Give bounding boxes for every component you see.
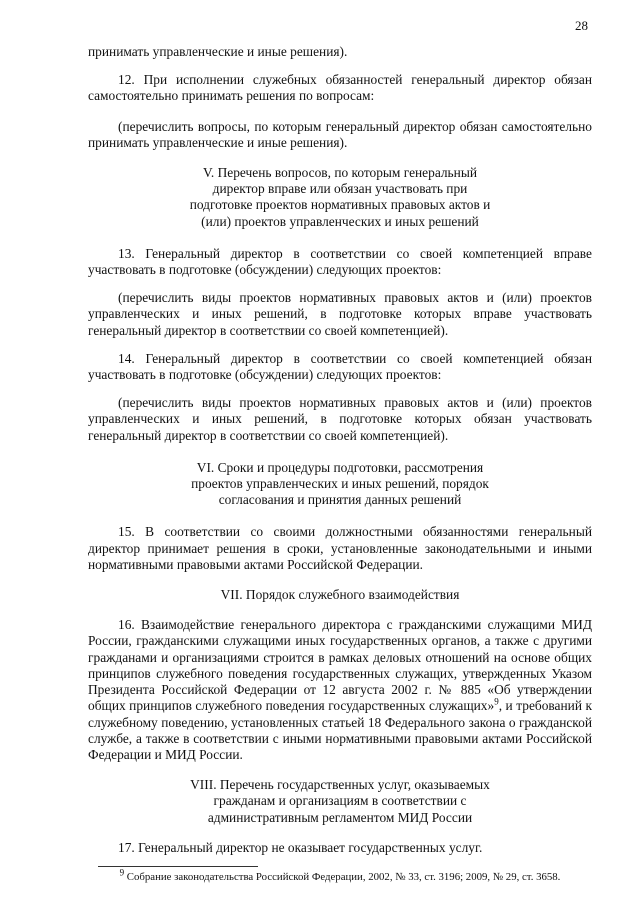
section-heading-5: V. Перечень вопросов, по которым генеральный директор вправе или обязан участвовать при подготовке проектов нормативных правовых актов и (или) проектов управленческих и иных решений [189, 165, 491, 229]
section-heading-7: VII. Порядок служебного взаимодействия [220, 587, 460, 603]
footnote-reference: 9 [494, 696, 499, 707]
document-body [88, 44, 592, 884]
paragraph-continuation: принимать управленческие и иные решения). [88, 44, 348, 59]
paragraph-17: 17. Генеральный директор не оказывает государственных услуг. [118, 839, 483, 855]
paragraph-12: 12. При исполнении служебных обязанностей генеральный директор обязан самостоятельно принимать решения по вопросам: [88, 72, 592, 104]
footnote [88, 867, 592, 884]
footnote-text: Собрание законодательства Российской Федерации, 2002, № 33, ст. 3196; 2009, № 29, ст. 3658. [124, 870, 561, 883]
paragraph-13: 13. Генеральный директор в соответствии со своей компетенцией вправе участвовать в подготовке (обсуждении) следующих проектов: [88, 245, 592, 278]
paragraph-16-text-b: , и требований к служебному поведению, установленных статьей 18 Федерального закона о гражданской службе, а также в соответствии с иными нормативными правовыми актами Российской Федерации и МИД России. [88, 698, 592, 762]
footnote-mark: 9 [119, 867, 125, 878]
page-number: 28 [575, 18, 588, 33]
paragraph-14: 14. Генеральный директор в соответствии со своей компетенцией обязан участвовать в подготовке (обсуждении) следующих проектов: [88, 350, 592, 383]
paragraph-15: 15. В соответствии со своими должностными обязанностями генеральный директор принимает решения в сроки, установленные законодательными и иными нормативными правовыми актами Российской Федерации. [88, 524, 592, 572]
paragraph-16 [88, 617, 592, 763]
paragraph-12-placeholder: (перечислить вопросы, по которым генеральный директор обязан самостоятельно принимать управленческие и иные решения). [88, 118, 592, 150]
section-heading-6: VI. Сроки и процедуры подготовки, рассмотрения проектов управленческих и иных решений, порядок согласования и принятия данных решений [191, 459, 489, 508]
paragraph-16-text-a: 16. Взаимодействие генерального директора с гражданскими служащими МИД России, гражданскими служащими иных государственных органов, а также с другими гражданами и организациями строится в рамках деловых отношений на основе общих принципов служебного поведения государственных служащих, утвержденных Указом Президента Российской Федерации от 12 августа 2002 г. № 885 «Об утверждении общих принципов служебного поведения государственных служащих» [88, 617, 592, 714]
section-heading-8: VIII. Перечень государственных услуг, оказываемых гражданам и организациям в соответствии с административным регламентом МИД России [190, 777, 490, 825]
paragraph-13-placeholder: (перечислить виды проектов нормативных правовых актов и (или) проектов управленческих и иных решений, в подготовке которых вправе участвовать генеральный директор в соответствии со своей компетенцией). [88, 290, 592, 338]
paragraph-14-placeholder: (перечислить виды проектов нормативных правовых актов и (или) проектов управленческих и иных решений, в подготовке которых обязан участвовать генеральный директор в соответствии со своей компетенцией). [88, 395, 592, 443]
